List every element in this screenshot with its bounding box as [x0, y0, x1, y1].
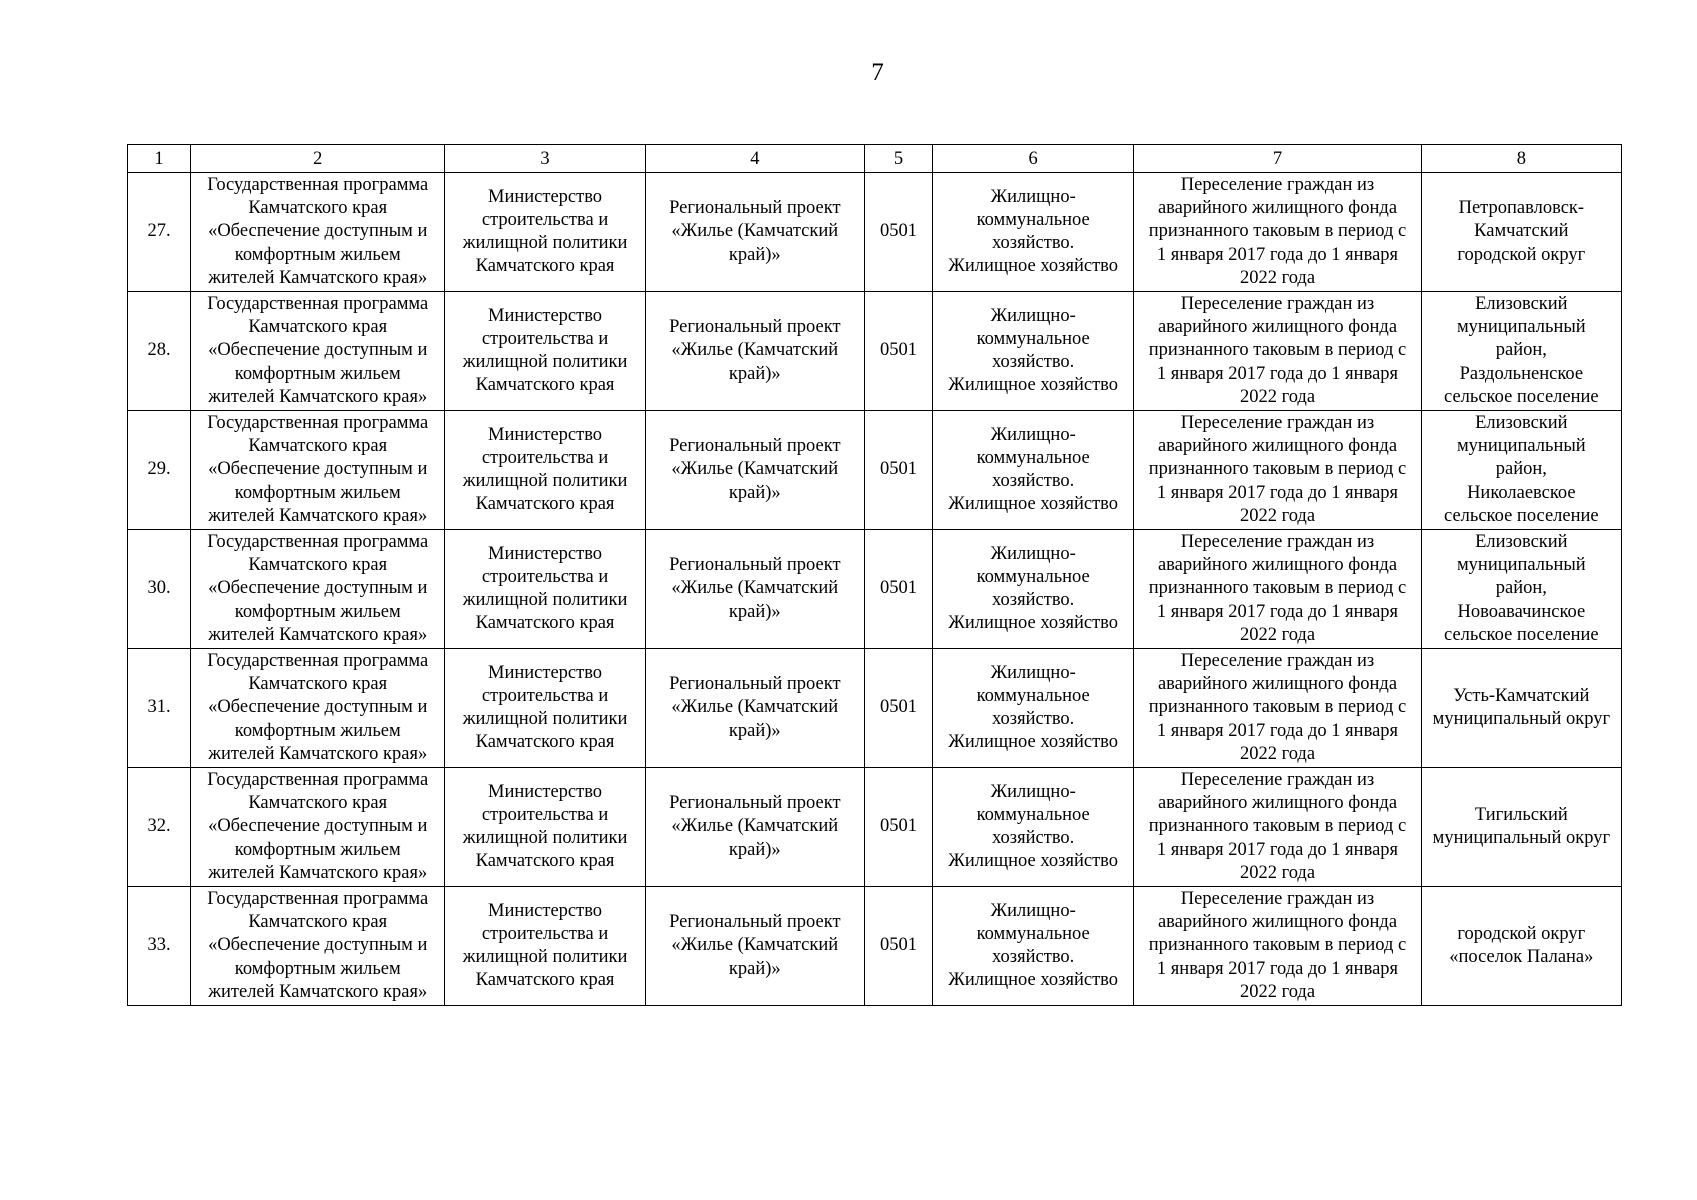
project-cell: Региональный проект «Жилье (Камчатский край)» [645, 649, 864, 768]
project-cell: Региональный проект «Жилье (Камчатский край)» [645, 768, 864, 887]
municipality-cell: Усть-Камчатский муниципальный округ [1421, 649, 1621, 768]
table-row [128, 887, 1622, 1006]
section-code-cell: 0501 [864, 292, 932, 411]
table-row [128, 649, 1622, 768]
ministry-cell: Министерство строительства и жилищной политики Камчатского края [445, 649, 645, 768]
ministry-cell: Министерство строительства и жилищной политики Камчатского края [445, 411, 645, 530]
column-number-row [128, 145, 1622, 173]
project-cell: Региональный проект «Жилье (Камчатский край)» [645, 292, 864, 411]
sector-cell: Жилищно- коммунальное хозяйство. Жилищное хозяйство [933, 411, 1134, 530]
purpose-cell: Переселение граждан из аварийного жилищного фонда признанного таковым в период с 1 января 2017 года до 1 января 2022 года [1134, 649, 1421, 768]
table-row [128, 173, 1622, 292]
page-number: 7 [871, 59, 884, 86]
row-number-cell: 33. [128, 887, 191, 1006]
project-cell: Региональный проект «Жилье (Камчатский край)» [645, 411, 864, 530]
municipality-cell: Петропавловск- Камчатский городской округ [1421, 173, 1621, 292]
program-cell: Государственная программа Камчатского края «Обеспечение доступным и комфортным жильем жителей Камчатского края» [191, 768, 445, 887]
row-number-cell: 31. [128, 649, 191, 768]
program-cell: Государственная программа Камчатского края «Обеспечение доступным и комфортным жильем жителей Камчатского края» [191, 411, 445, 530]
municipality-cell: Елизовский муниципальный район, Новоавачинское сельское поселение [1421, 530, 1621, 649]
sector-cell: Жилищно- коммунальное хозяйство. Жилищное хозяйство [933, 887, 1134, 1006]
sector-cell: Жилищно- коммунальное хозяйство. Жилищное хозяйство [933, 649, 1134, 768]
row-number-cell: 30. [128, 530, 191, 649]
column-number-cell: 5 [864, 145, 932, 173]
row-number-cell: 32. [128, 768, 191, 887]
column-number-cell: 3 [445, 145, 645, 173]
section-code-cell: 0501 [864, 173, 932, 292]
column-number-cell: 2 [191, 145, 445, 173]
sector-cell: Жилищно- коммунальное хозяйство. Жилищное хозяйство [933, 173, 1134, 292]
table-body [128, 145, 1622, 1006]
section-code-cell: 0501 [864, 649, 932, 768]
column-number-cell: 1 [128, 145, 191, 173]
section-code-cell: 0501 [864, 768, 932, 887]
municipality-cell: Елизовский муниципальный район, Раздольненское сельское поселение [1421, 292, 1621, 411]
column-number-cell: 8 [1421, 145, 1621, 173]
project-cell: Региональный проект «Жилье (Камчатский край)» [645, 887, 864, 1006]
purpose-cell: Переселение граждан из аварийного жилищного фонда признанного таковым в период с 1 января 2017 года до 1 января 2022 года [1134, 411, 1421, 530]
column-number-cell: 4 [645, 145, 864, 173]
ministry-cell: Министерство строительства и жилищной политики Камчатского края [445, 173, 645, 292]
program-cell: Государственная программа Камчатского края «Обеспечение доступным и комфортным жильем жителей Камчатского края» [191, 887, 445, 1006]
section-code-cell: 0501 [864, 411, 932, 530]
purpose-cell: Переселение граждан из аварийного жилищного фонда признанного таковым в период с 1 января 2017 года до 1 января 2022 года [1134, 292, 1421, 411]
sector-cell: Жилищно- коммунальное хозяйство. Жилищное хозяйство [933, 530, 1134, 649]
ministry-cell: Министерство строительства и жилищной политики Камчатского края [445, 292, 645, 411]
table-row [128, 530, 1622, 649]
section-code-cell: 0501 [864, 530, 932, 649]
row-number-cell: 29. [128, 411, 191, 530]
ministry-cell: Министерство строительства и жилищной политики Камчатского края [445, 768, 645, 887]
municipality-cell: Елизовский муниципальный район, Николаевское сельское поселение [1421, 411, 1621, 530]
section-code-cell: 0501 [864, 887, 932, 1006]
purpose-cell: Переселение граждан из аварийного жилищного фонда признанного таковым в период с 1 января 2017 года до 1 января 2022 года [1134, 768, 1421, 887]
purpose-cell: Переселение граждан из аварийного жилищного фонда признанного таковым в период с 1 января 2017 года до 1 января 2022 года [1134, 530, 1421, 649]
row-number-cell: 27. [128, 173, 191, 292]
sector-cell: Жилищно- коммунальное хозяйство. Жилищное хозяйство [933, 768, 1134, 887]
program-cell: Государственная программа Камчатского края «Обеспечение доступным и комфортным жильем жителей Камчатского края» [191, 530, 445, 649]
project-cell: Региональный проект «Жилье (Камчатский край)» [645, 530, 864, 649]
project-cell: Региональный проект «Жилье (Камчатский край)» [645, 173, 864, 292]
program-cell: Государственная программа Камчатского края «Обеспечение доступным и комфортным жильем жителей Камчатского края» [191, 649, 445, 768]
sector-cell: Жилищно- коммунальное хозяйство. Жилищное хозяйство [933, 292, 1134, 411]
municipality-cell: городской округ «поселок Палана» [1421, 887, 1621, 1006]
program-cell: Государственная программа Камчатского края «Обеспечение доступным и комфортным жильем жителей Камчатского края» [191, 292, 445, 411]
table-row [128, 768, 1622, 887]
purpose-cell: Переселение граждан из аварийного жилищного фонда признанного таковым в период с 1 января 2017 года до 1 января 2022 года [1134, 173, 1421, 292]
row-number-cell: 28. [128, 292, 191, 411]
purpose-cell: Переселение граждан из аварийного жилищного фонда признанного таковым в период с 1 января 2017 года до 1 января 2022 года [1134, 887, 1421, 1006]
budget-allocation-table [127, 144, 1622, 1006]
ministry-cell: Министерство строительства и жилищной политики Камчатского края [445, 887, 645, 1006]
column-number-cell: 7 [1134, 145, 1421, 173]
column-number-cell: 6 [933, 145, 1134, 173]
program-cell: Государственная программа Камчатского края «Обеспечение доступным и комфортным жильем жителей Камчатского края» [191, 173, 445, 292]
table-row [128, 292, 1622, 411]
table-row [128, 411, 1622, 530]
ministry-cell: Министерство строительства и жилищной политики Камчатского края [445, 530, 645, 649]
municipality-cell: Тигильский муниципальный округ [1421, 768, 1621, 887]
